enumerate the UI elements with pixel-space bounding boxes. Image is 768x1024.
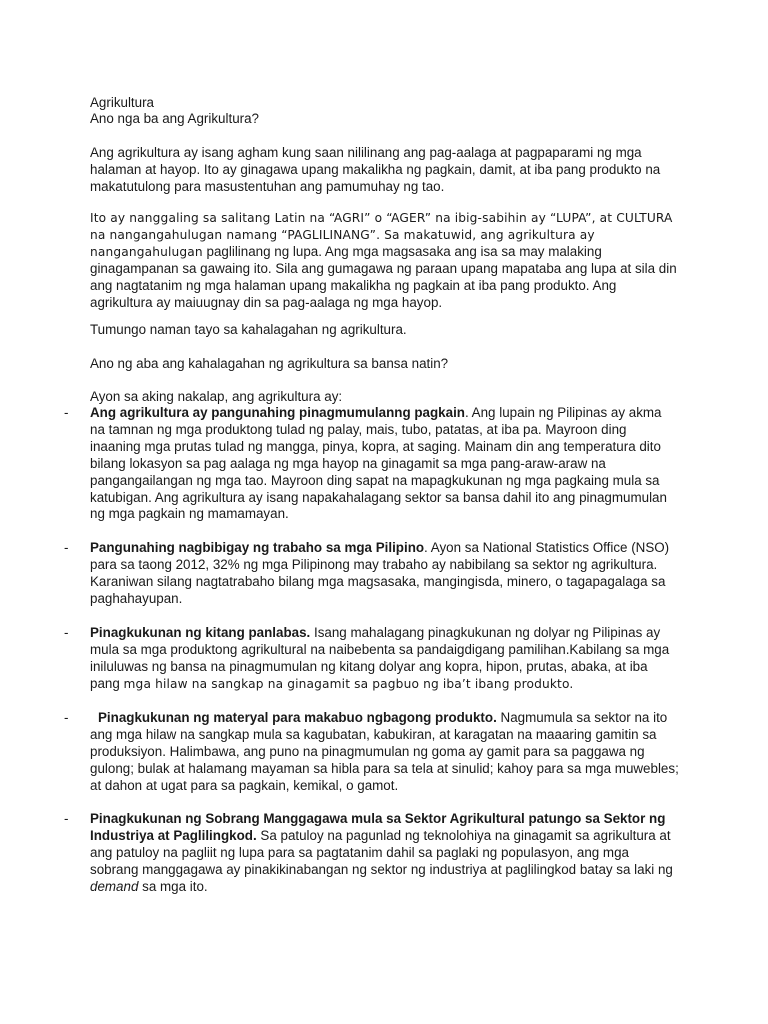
bullet-heading: Pangunahing nagbibigay ng trabaho sa mga Pilipino [90,540,425,555]
bullet-italic-term: demand [90,878,139,894]
list-item [90,540,680,608]
bullet-body: Nagmumula sa sektor na ito ang mga hilaw na sangkap mula sa kagubatan, kabukiran, at karagatan na maaaring gamitin sa produksiyon. Halimbawa, ang puno na pinagmumulan ng goma ay gamit para sa paggawa ng gulong; bulak at halamang mayaman sa hibla para sa tela at sinulid; kahoy para sa mga muwebles; at dahon at ugat para sa pagkain, kemikal, o gamot. [90,710,679,793]
bullet-heading: Pinagkukunan ng Sobrang Manggagawa mula sa Sektor Agrikultural patungo sa Sektor ng Industriya at Paglilingkod. [90,811,666,843]
paragraph-transition: Tumungo naman tayo sa kahalagahan ng agrikultura. [90,322,407,337]
bullet-heading: Ang agrikultura ay pangunahing pinagmumulanng pagkain [90,405,465,420]
bullet-body-tail: mga hilaw na sangkap na ginagamit sa pagbuo ng iba’t ibang produkto. [123,676,574,691]
paragraph-definition: Ang agrikultura ay isang agham kung saan nililinang ang pag-aalaga at pagpaparami ng mga halaman at hayop. Ito ay ginagawa upang makalikha ng pagkain, damit, at iba pang produkto na makatutulong para masustentuhan ang pamumuhay ng tao. [90,145,661,194]
etymology-text: Ito ay nanggaling sa salitang Latin na “AGRI” o “AGER” na ibig-sabihin ay “LUPA”, at CULTURA na nangangahulugan namang “PAGLILINANG”. Sa makatuwid, ang agrikultura ay nangangahulugan [90,211,673,259]
bullet-marker: - [64,540,69,555]
bullet-body-end: sa mga ito. [138,878,208,894]
paragraph-list-intro: Ayon sa aking nakalap, ang agrikultura ay: [90,389,343,404]
document-question: Ano nga ba ang Agrikultura? [90,111,259,126]
list-item [90,811,680,896]
bullet-body: . Ang lupain ng Pilipinas ay akma na tamnan ng mga produktong tulad ng palay, mais, tubo, patatas, at iba pa. Mayroon ding inaaning mga prutas tulad ng mangga, pinya, kopra, at saging. Mainam din ang temperatura dito bilang lokasyon sa pag aalaga ng mga hayop na ginagamit sa mga pang-araw-araw na pangangailangan ng mga tao. Mayroon ding sapat na mapagkukunan ng mga pagkaing mula sa katubigan. Ang agrikultura ay isang napakahalagang sektor sa bansa dahil ito ang pinagmumulan ng mga pagkain ng mamamayan. [90,405,667,522]
paragraph-etymology [90,210,680,311]
bullet-body: Isang mahalagang pinagkukunan ng dolyar ng Pilipinas ay mula sa mga produktong agrikultural na naibebenta sa pandaigdigang pamilihan.Kabilang sa mga iniluluwas ng bansa na pinagmumulan ng kitang dolyar ang kopra, hipon, prutas, abaka, at iba pang [90,625,670,691]
bullet-heading: Pinagkukunan ng kitang panlabas. [90,625,311,640]
bullet-marker: - [64,710,69,725]
document-title: Agrikultura [90,95,155,110]
bullet-marker: - [64,405,69,420]
bullet-marker: - [64,811,69,826]
bullet-heading: Pinagkukunan ng materyal para makabuo ngbagong produkto. [98,710,497,725]
bullet-body: Sa patuloy na pagunlad ng teknolohiya na ginagamit sa agrikultura at ang patuloy na pagliit ng lupa para sa pagtatanim dahil sa paglaki ng populasyon, ang mga sobrang manggagawa ay pinakikinabangan ng sektor ng industriya at paglilingkod batay sa laki ng [90,827,673,877]
paragraph-question-importance: Ano ng aba ang kahalagahan ng agrikultura sa bansa natin? [90,356,449,371]
etymology-continuation: paglilinang ng lupa. Ang mga magsasaka ang isa sa may malaking ginagampanan sa gawaing ito. Sila ang gumagawa ng paraan upang mapataba ang lupa at sila din ang nagtatanim ng mga halaman upang makalikha ng pagkain at iba pang produkto. Ang agrikultura ay maiuugnay din sa pag-aalaga ng mga hayop. [90,243,677,310]
bullet-body: . Ayon sa National Statistics Office (NSO) para sa taong 2012, 32% ng mga Pilipinong may trabaho ay nabibilang sa sektor ng agrikultura. Karaniwan silang nagtatrabaho bilang mga magsasaka, mangingisda, minero, o tagapagalaga sa paghahayupan. [90,540,670,606]
list-item [90,710,680,795]
bullet-marker: - [64,625,69,640]
list-item [90,625,680,693]
list-item [90,405,680,523]
